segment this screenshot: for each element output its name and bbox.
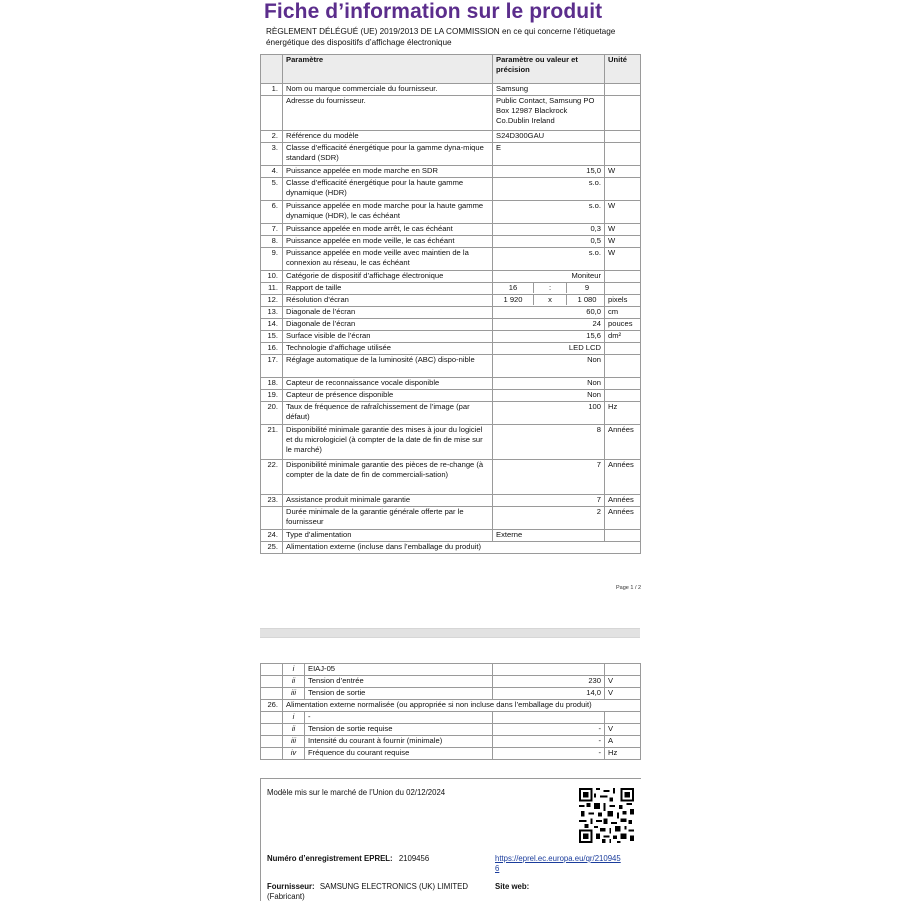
sub-row-label: Intensité du courant à fournir (minimale) xyxy=(305,736,493,748)
sub-row-unit: Hz xyxy=(605,748,641,760)
row-value: Non xyxy=(493,378,605,390)
row-unit xyxy=(605,131,641,143)
row-value: 60,0 xyxy=(493,307,605,319)
row-unit xyxy=(605,390,641,402)
row-label: Diagonale de l’écran xyxy=(283,319,493,331)
row-number: 2. xyxy=(261,131,283,143)
row-unit: pixels xyxy=(605,295,641,307)
table-row xyxy=(261,96,641,131)
row-unit xyxy=(605,96,641,131)
website-label: Site web: xyxy=(495,882,530,891)
sub-row-index: i xyxy=(283,712,305,724)
row-value: Externe xyxy=(493,530,605,542)
row-number xyxy=(261,507,283,530)
sub-row-value: - xyxy=(493,736,605,748)
table-row xyxy=(261,331,641,343)
row-unit xyxy=(605,343,641,355)
sub-row-value xyxy=(493,712,605,724)
value-part-1: 16 xyxy=(493,283,534,293)
row-number: 25. xyxy=(261,542,283,554)
row-number: 23. xyxy=(261,495,283,507)
row-label: Puissance appelée en mode veille, le cas échéant xyxy=(283,236,493,248)
table-row xyxy=(261,402,641,425)
supplier-value: SAMSUNG ELECTRONICS (UK) LIMITED (Fabricant) xyxy=(267,882,468,901)
sub-row-blank xyxy=(261,676,283,688)
table-row xyxy=(261,355,641,378)
table-row xyxy=(261,166,641,178)
row-label: Taux de fréquence de rafraîchissement de l’image (par défaut) xyxy=(283,402,493,425)
row-value: Moniteur xyxy=(493,271,605,283)
row-unit: W xyxy=(605,166,641,178)
row-label: Puissance appelée en mode marche en SDR xyxy=(283,166,493,178)
row-label: Puissance appelée en mode arrêt, le cas échéant xyxy=(283,224,493,236)
sub-row-label: Fréquence du courant requise xyxy=(305,748,493,760)
row-unit: W xyxy=(605,201,641,224)
table-row xyxy=(261,283,641,295)
row-label: Capteur de présence disponible xyxy=(283,390,493,402)
table-row xyxy=(261,131,641,143)
row-label: Capteur de reconnaissance vocale disponible xyxy=(283,378,493,390)
row-label: Disponibilité minimale garantie des pièces de re-change (à compter de la date de fin de commerciali-sation) xyxy=(283,460,493,495)
row-number: 8. xyxy=(261,236,283,248)
row-number: 14. xyxy=(261,319,283,331)
sub-row-index: iii xyxy=(283,736,305,748)
row-number: 7. xyxy=(261,224,283,236)
table-row xyxy=(261,248,641,271)
row-value: s.o. xyxy=(493,201,605,224)
row-label: Nom ou marque commerciale du fournisseur. xyxy=(283,84,493,96)
sub-row xyxy=(261,676,641,688)
row-unit: W xyxy=(605,248,641,271)
sub-row-unit xyxy=(605,664,641,676)
row-number: 13. xyxy=(261,307,283,319)
row-unit: dm² xyxy=(605,331,641,343)
table-header-row xyxy=(261,55,641,84)
row-label: Puissance appelée en mode veille avec maintien de la connexion au réseau, le cas échéant xyxy=(283,248,493,271)
row-label: Disponibilité minimale garantie des mises à jour du logiciel et du micrologiciel (à compter de la date de fin de mise sur le marché) xyxy=(283,425,493,460)
row-value: 100 xyxy=(493,402,605,425)
row-unit: pouces xyxy=(605,319,641,331)
sub-row-unit: V xyxy=(605,724,641,736)
row-unit: Années xyxy=(605,495,641,507)
table-row xyxy=(261,143,641,166)
row-value: LED LCD xyxy=(493,343,605,355)
row-unit: W xyxy=(605,236,641,248)
page-separator xyxy=(260,628,640,638)
sub-row xyxy=(261,748,641,760)
row-value: 7 xyxy=(493,460,605,495)
row-label: Type d’alimentation xyxy=(283,530,493,542)
table-row xyxy=(261,236,641,248)
row-label: Alimentation externe (incluse dans l’emballage du produit) xyxy=(283,542,641,554)
table-row xyxy=(261,224,641,236)
row-value: 2 xyxy=(493,507,605,530)
sub-row-value: - xyxy=(493,748,605,760)
sub-row-blank xyxy=(261,748,283,760)
row-number: 12. xyxy=(261,295,283,307)
table-row xyxy=(261,343,641,355)
row-unit: Années xyxy=(605,425,641,460)
sub-row-unit: V xyxy=(605,688,641,700)
row-label: Réglage automatique de la luminosité (ABC) dispo-nible xyxy=(283,355,493,378)
sub-row-blank xyxy=(261,712,283,724)
row-label: Diagonale de l’écran xyxy=(283,307,493,319)
sub-row-value: - xyxy=(493,724,605,736)
row-number: 17. xyxy=(261,355,283,378)
row-value: S24D300GAU xyxy=(493,131,605,143)
sub-row xyxy=(261,712,641,724)
row-label: Référence du modèle xyxy=(283,131,493,143)
eprel-registration xyxy=(267,854,429,863)
row-unit: W xyxy=(605,224,641,236)
row-value: Samsung xyxy=(493,84,605,96)
row-value: 0,3 xyxy=(493,224,605,236)
value-part-2: 9 xyxy=(584,283,590,292)
sub-row-label: Tension d’entrée xyxy=(305,676,493,688)
value-separator: x xyxy=(534,295,567,305)
eprel-link[interactable]: https://eprel.ec.europa.eu/qr/2109456 xyxy=(495,854,621,873)
table-row xyxy=(261,542,641,554)
row-value: 0,5 xyxy=(493,236,605,248)
row-number: 1. xyxy=(261,84,283,96)
row-number: 18. xyxy=(261,378,283,390)
row-label: Classe d’efficacité énergétique pour la gamme dyna-mique standard (SDR) xyxy=(283,143,493,166)
table-row xyxy=(261,425,641,460)
qr-code-icon[interactable] xyxy=(579,788,634,843)
row-number: 10. xyxy=(261,271,283,283)
row-label: Surface visible de l’écran xyxy=(283,331,493,343)
page-title: Fiche d’information sur le produit xyxy=(264,0,603,23)
row-unit xyxy=(605,378,641,390)
row-value: Non xyxy=(493,390,605,402)
row-value-split xyxy=(493,283,605,295)
row-unit xyxy=(605,530,641,542)
sub-row-blank xyxy=(261,664,283,676)
row-value: 7 xyxy=(493,495,605,507)
supply-table xyxy=(260,663,641,760)
row-number: 9. xyxy=(261,248,283,271)
sub-row-blank xyxy=(261,688,283,700)
table-row xyxy=(261,390,641,402)
row-value: Non xyxy=(493,355,605,378)
row-value: 15,0 xyxy=(493,166,605,178)
row-label: Classe d’efficacité énergétique pour la haute gamme dynamique (HDR) xyxy=(283,178,493,201)
row-value: s.o. xyxy=(493,178,605,201)
row-label: Technologie d’affichage utilisée xyxy=(283,343,493,355)
row-label: Catégorie de dispositif d’affichage électronique xyxy=(283,271,493,283)
row-unit xyxy=(605,84,641,96)
sub-row-unit: A xyxy=(605,736,641,748)
row-value: Public Contact, Samsung PO Box 12987 Blackrock Co.Dublin Ireland xyxy=(493,96,605,131)
row-value: E xyxy=(493,143,605,166)
header-param: Paramètre xyxy=(283,55,493,84)
sub-row-unit xyxy=(605,712,641,724)
row-number: 6. xyxy=(261,201,283,224)
page-footer: Page 1 / 2 xyxy=(616,585,642,591)
sub-row-label: Tension de sortie requise xyxy=(305,724,493,736)
row-unit: cm xyxy=(605,307,641,319)
sub-row-blank xyxy=(261,724,283,736)
row-number: 21. xyxy=(261,425,283,460)
sub-row xyxy=(261,724,641,736)
eprel-info-box xyxy=(260,778,641,901)
row-number: 15. xyxy=(261,331,283,343)
table-row xyxy=(261,201,641,224)
sub-row-index: iv xyxy=(283,748,305,760)
table-row xyxy=(261,307,641,319)
row-unit xyxy=(605,271,641,283)
table-row xyxy=(261,84,641,96)
header-num xyxy=(261,55,283,84)
table-row xyxy=(261,295,641,307)
row-value-split xyxy=(493,295,605,307)
value-part-1: 1 920 xyxy=(493,295,534,305)
table-row xyxy=(261,700,641,712)
sub-row-index: ii xyxy=(283,676,305,688)
table-row xyxy=(261,378,641,390)
header-value: Paramètre ou valeur et précision xyxy=(493,55,605,84)
sub-row-value: 14,0 xyxy=(493,688,605,700)
row-number: 20. xyxy=(261,402,283,425)
supplier-label: Fournisseur: xyxy=(267,882,315,891)
row-unit xyxy=(605,355,641,378)
sub-row-value xyxy=(493,664,605,676)
sub-row xyxy=(261,736,641,748)
row-number: 11. xyxy=(261,283,283,295)
supplier xyxy=(267,882,482,902)
eprel-label: Numéro d’enregistrement EPREL: xyxy=(267,854,393,863)
sub-row-blank xyxy=(261,736,283,748)
product-info-table xyxy=(260,54,641,554)
row-unit: Années xyxy=(605,507,641,530)
sub-row xyxy=(261,664,641,676)
row-value: s.o. xyxy=(493,248,605,271)
row-label: Durée minimale de la garantie générale offerte par le fournisseur xyxy=(283,507,493,530)
header-unit: Unité xyxy=(605,55,641,84)
row-unit: Hz xyxy=(605,402,641,425)
row-value: 8 xyxy=(493,425,605,460)
table-row xyxy=(261,530,641,542)
row-number: 16. xyxy=(261,343,283,355)
table-row xyxy=(261,271,641,283)
row-number: 26. xyxy=(261,700,283,712)
row-unit xyxy=(605,178,641,201)
row-value: 15,6 xyxy=(493,331,605,343)
sub-row-index: i xyxy=(283,664,305,676)
row-number: 24. xyxy=(261,530,283,542)
row-number: 22. xyxy=(261,460,283,495)
row-unit xyxy=(605,283,641,295)
sub-row-index: ii xyxy=(283,724,305,736)
value-separator: : xyxy=(534,283,567,293)
regulation-text: RÈGLEMENT DÉLÉGUÉ (UE) 2019/2013 DE LA COMMISSION en ce qui concerne l’étiquetage énergétique des dispositifs d’affichage électronique xyxy=(266,27,616,47)
row-number: 5. xyxy=(261,178,283,201)
table-row xyxy=(261,178,641,201)
table-row xyxy=(261,507,641,530)
sub-row-index: iii xyxy=(283,688,305,700)
sub-row-label: Tension de sortie xyxy=(305,688,493,700)
row-label: Puissance appelée en mode marche pour la haute gamme dynamique (HDR), le cas échéant xyxy=(283,201,493,224)
sub-row-unit: V xyxy=(605,676,641,688)
row-unit: Années xyxy=(605,460,641,495)
row-label: Alimentation externe normalisée (ou appropriée si non incluse dans l’emballage du produit) xyxy=(283,700,641,712)
table-row xyxy=(261,319,641,331)
sub-row-value: 230 xyxy=(493,676,605,688)
sub-row-label: - xyxy=(305,712,493,724)
table-row xyxy=(261,495,641,507)
row-number: 3. xyxy=(261,143,283,166)
row-number: 19. xyxy=(261,390,283,402)
market-date: Modèle mis sur le marché de l’Union du 02/12/2024 xyxy=(267,788,446,797)
table-row xyxy=(261,460,641,495)
row-value: 24 xyxy=(493,319,605,331)
row-number: 4. xyxy=(261,166,283,178)
value-part-2: 1 080 xyxy=(577,295,597,304)
row-number xyxy=(261,96,283,131)
row-unit xyxy=(605,143,641,166)
sub-row-label: EIAJ-05 xyxy=(305,664,493,676)
row-label: Assistance produit minimale garantie xyxy=(283,495,493,507)
row-label: Rapport de taille xyxy=(283,283,493,295)
row-label: Résolution d’écran xyxy=(283,295,493,307)
sub-row xyxy=(261,688,641,700)
row-label: Adresse du fournisseur. xyxy=(283,96,493,131)
eprel-number: 2109456 xyxy=(398,854,430,863)
